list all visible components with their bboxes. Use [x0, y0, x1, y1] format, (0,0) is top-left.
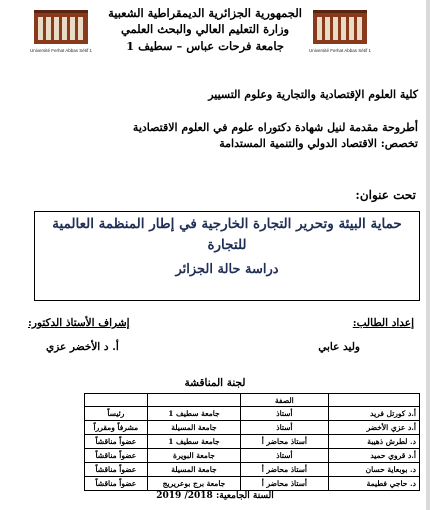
header-cell-rank: الصفة: [241, 394, 328, 407]
thesis-title-line1: حماية البيئة وتحرير التجارة الخارجية في إطار المنظمة العالمية: [52, 216, 402, 232]
member-institution: جامعة المسيلة: [147, 463, 241, 477]
table-row: [85, 407, 420, 421]
university-heading: جامعة فرحات عباس – سطيف 1: [126, 39, 284, 53]
table-row: [85, 435, 420, 449]
supervisor-label: إشراف الأستاذ الدكتور:: [28, 317, 130, 329]
header-cell-institution: [147, 394, 241, 407]
member-role: رئيساً: [85, 407, 148, 421]
thesis-description: أطروحة مقدمة لنيل شهادة دكتوراه علوم في العلوم الاقتصادية: [132, 121, 418, 134]
member-institution: جامعة المسيلة: [147, 421, 241, 435]
jury-table: [84, 393, 420, 491]
member-institution: جامعة برج بوعريريج: [147, 477, 241, 491]
member-name: د. بوبعاية حسان: [328, 463, 419, 477]
member-role: مشرفاً ومقرراً: [85, 421, 148, 435]
header-cell-name: [328, 394, 419, 407]
table-header-row: [85, 394, 420, 407]
title-box: [34, 211, 420, 301]
member-name: أ.د قروي حميد: [328, 449, 419, 463]
specialization: تخصص: الاقتصاد الدولي والتنمية المستدامة: [219, 137, 418, 150]
member-rank: أستاذ: [241, 449, 328, 463]
academic-year: السنة الجامعية: 2018/ 2019: [156, 491, 274, 501]
member-rank: أستاذ: [241, 407, 328, 421]
table-row: [85, 421, 420, 435]
faculty-name: كلية العلوم الإقتصادية والتجارية وعلوم التسيير: [208, 88, 418, 101]
under-title-label: تحت عنوان:: [355, 188, 416, 202]
member-institution: جامعة سطيف 1: [147, 407, 241, 421]
thesis-subtitle: دراسة حالة الجزائر: [175, 262, 279, 277]
member-institution: جامعة البويرة: [147, 449, 241, 463]
member-rank: أستاذ محاضر أ: [241, 477, 328, 491]
ministry-heading: وزارة التعليم العالي والبحث العلمي: [120, 22, 290, 36]
member-role: عضواً مناقشاً: [85, 463, 148, 477]
svg-text:Université Ferhat Abbas Sétif: Université Ferhat Abbas Sétif 1: [30, 48, 92, 53]
member-rank: أستاذ محاضر أ: [241, 463, 328, 477]
table-row: [85, 477, 420, 491]
student-name: وليد عابي: [318, 341, 360, 353]
committee-title: لجنة المناقشة: [184, 377, 246, 389]
member-name: أ.د عزي الأخضر: [328, 421, 419, 435]
member-role: عضواً مناقشاً: [85, 435, 148, 449]
university-logo-left: [30, 4, 92, 58]
member-rank: أستاذ محاضر أ: [241, 435, 328, 449]
member-role: عضواً مناقشاً: [85, 477, 148, 491]
prepared-by-label: إعداد الطالب:: [352, 317, 414, 329]
supervisor-name: أ. د الأخضر عزي: [46, 341, 119, 353]
svg-text:Université Ferhat Abbas Sétif: Université Ferhat Abbas Sétif 1: [309, 48, 371, 53]
page-edge: [426, 0, 430, 510]
member-rank: أستاذ: [241, 421, 328, 435]
member-name: د. حاجي فطيمة: [328, 477, 419, 491]
republic-heading: الجمهورية الجزائرية الديمقراطية الشعبية: [108, 6, 302, 20]
member-role: عضواً مناقشاً: [85, 449, 148, 463]
table-row: [85, 463, 420, 477]
member-name: د. لطرش ذهيبة: [328, 435, 419, 449]
thesis-title-line2: للتجارة: [207, 237, 247, 253]
table-row: [85, 449, 420, 463]
member-institution: جامعة سطيف 1: [147, 435, 241, 449]
member-name: أ.د كورتل فريد: [328, 407, 419, 421]
header-cell-role: [85, 394, 148, 407]
